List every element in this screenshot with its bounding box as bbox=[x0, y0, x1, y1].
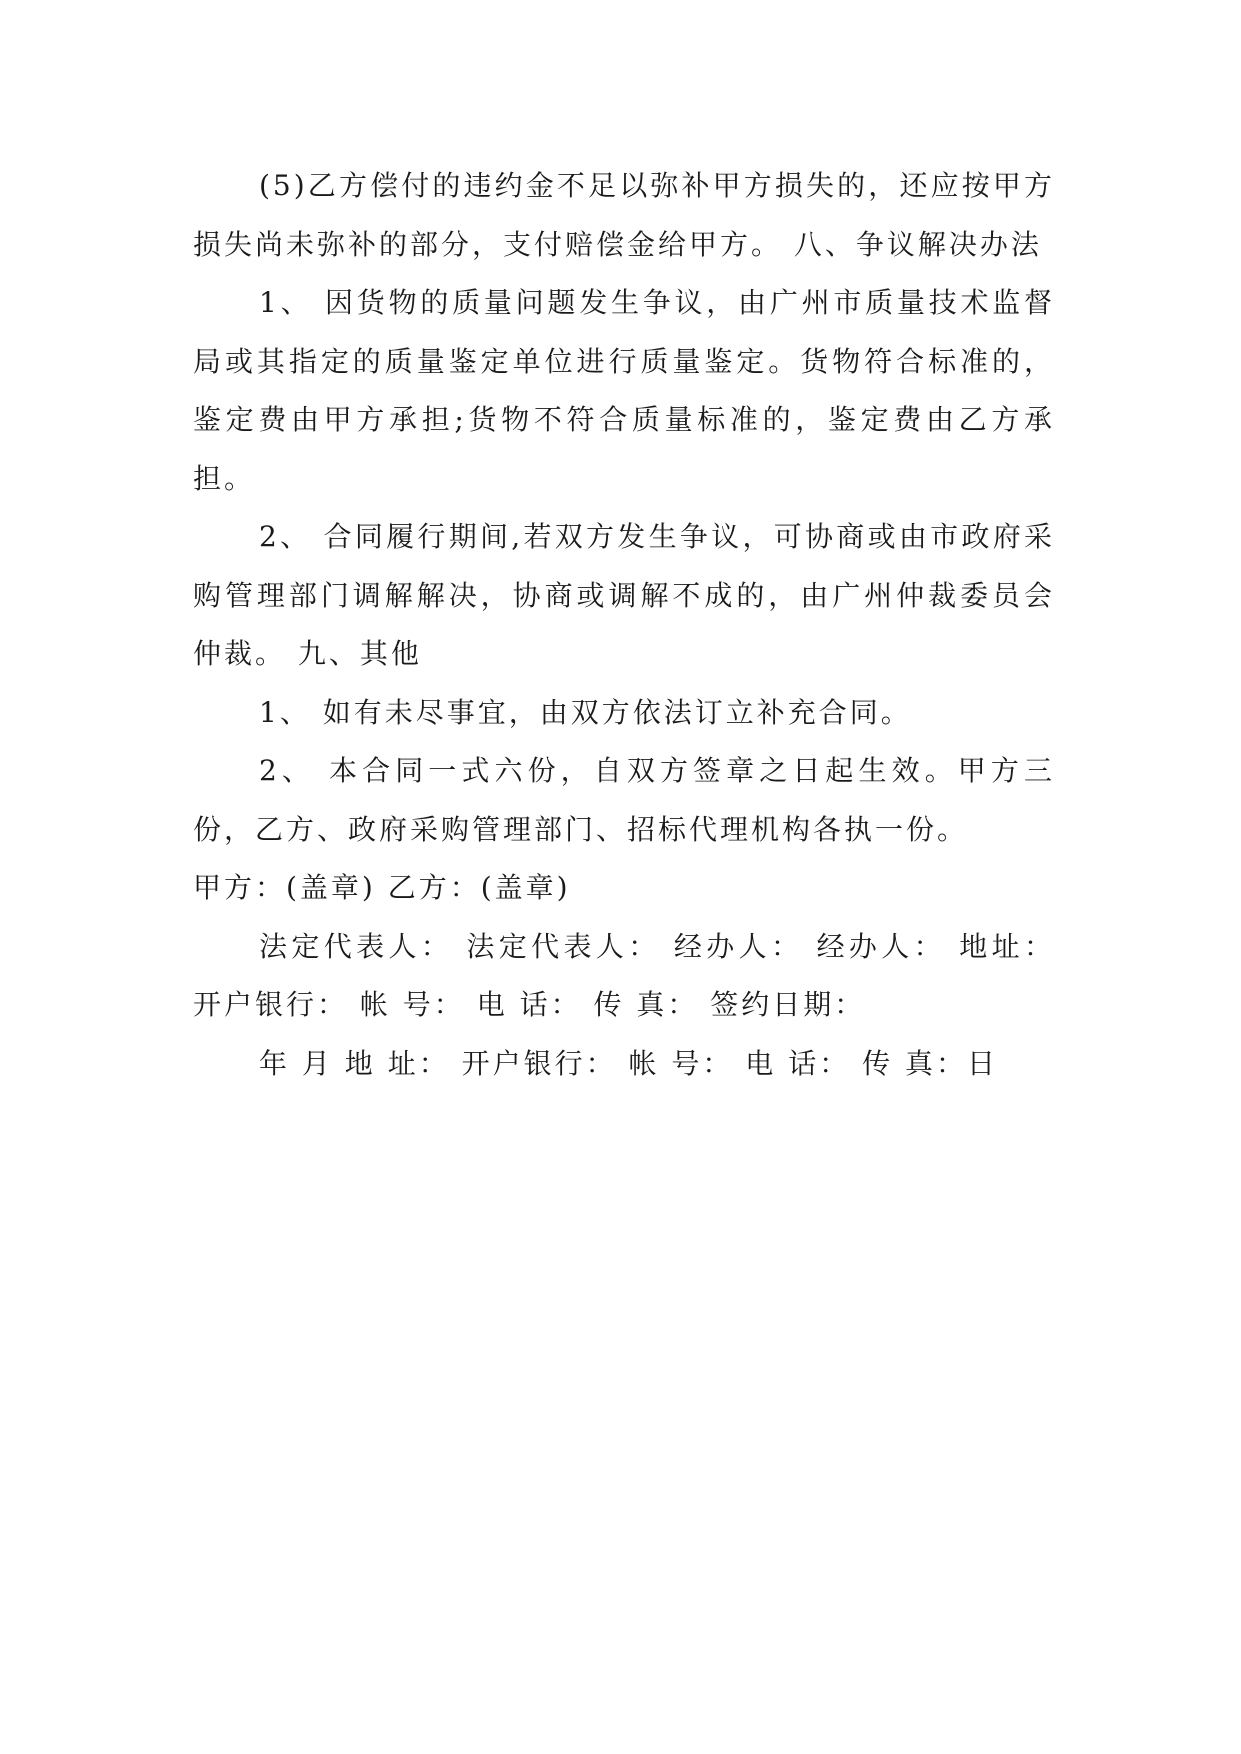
paragraph-date-contact-fields: 年 月 地 址： 开户银行： 帐 号： 电 话： 传 真：日 bbox=[259, 1046, 999, 1080]
paragraph-copies-effective: 2、 本合同一式六份，自双方签章之日起生效。甲方三份，乙方、政府采购管理部门、招标代理机构各执一份。 bbox=[193, 754, 1055, 846]
paragraph-quality-dispute: 1、 因货物的质量问题发生争议，由广州市质量技术监督局或其指定的质量鉴定单位进行质量鉴定。货物符合标准的，鉴定费由甲方承担;货物不符合质量标准的，鉴定费由乙方承担。 bbox=[193, 286, 1055, 495]
paragraph-supplementary-contract: 1、 如有未尽事宜，由双方依法订立补充合同。 bbox=[259, 695, 912, 729]
paragraph-breach-compensation: (5)乙方偿付的违约金不足以弥补甲方损失的，还应按甲方损失尚未弥补的部分，支付赔偿金给甲方。 八、争议解决办法 bbox=[193, 169, 1055, 261]
paragraph-contract-dispute: 2、 合同履行期间,若双方发生争议，可协商或由市政府采购管理部门调解解决，协商或调解不成的，由广州仲裁委员会仲裁。 九、其他 bbox=[193, 520, 1055, 670]
paragraph-signatory-fields: 法定代表人： 法定代表人： 经办人： 经办人： 地址： 开户银行： 帐 号： 电 话： 传 真： 签约日期： bbox=[193, 929, 1055, 1021]
paragraph-seal-line: 甲方：(盖章) 乙方：(盖章) bbox=[193, 871, 571, 904]
document-body bbox=[193, 157, 1055, 1093]
